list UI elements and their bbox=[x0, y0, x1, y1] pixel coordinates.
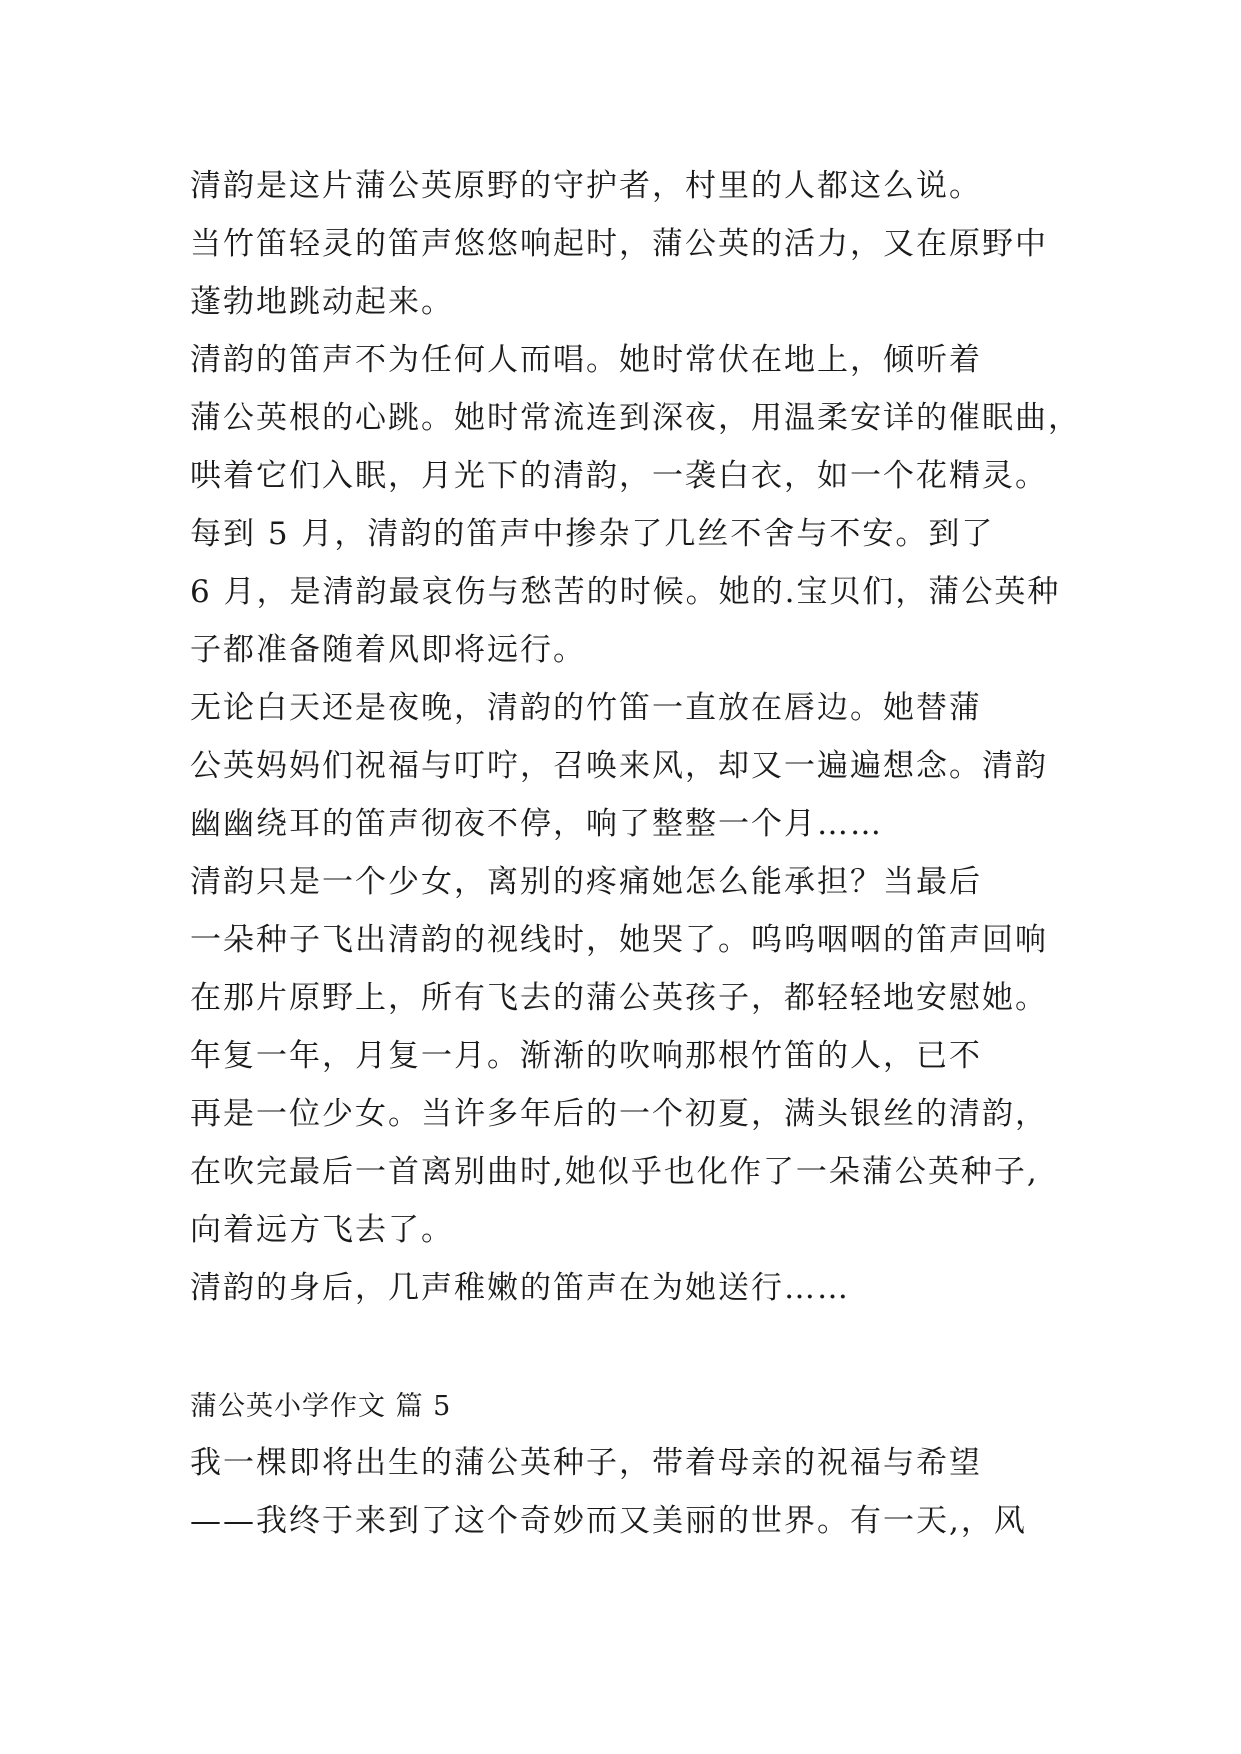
text-line: 再是一位少女。当许多年后的一个初夏，满头银丝的清韵， bbox=[190, 1096, 1048, 1132]
text-line: 公英妈妈们祝福与叮咛，召唤来风，却又一遍遍想念。清韵 bbox=[190, 748, 1048, 784]
section-title: 蒲公英小学作文 篇 5 bbox=[190, 1391, 452, 1422]
text-line: 每到 5 月，清韵的笛声中掺杂了几丝不舍与不安。到了 bbox=[190, 516, 995, 552]
text-line: 当竹笛轻灵的笛声悠悠响起时，蒲公英的活力，又在原野中 bbox=[190, 226, 1048, 262]
text-line: 哄着它们入眠，月光下的清韵，一袭白衣，如一个花精灵。 bbox=[190, 458, 1048, 494]
text-line: 向着远方飞去了。 bbox=[190, 1212, 454, 1248]
text-line: 我一棵即将出生的蒲公英种子，带着母亲的祝福与希望 bbox=[190, 1445, 982, 1481]
text-line: 无论白天还是夜晚，清韵的竹笛一直放在唇边。她替蒲 bbox=[190, 690, 982, 726]
text-line: 6 月，是清韵最哀伤与愁苦的时候。她的.宝贝们，蒲公英种 bbox=[190, 574, 1061, 610]
text-line: 蓬勃地跳动起来。 bbox=[190, 284, 454, 320]
text-line: 清韵只是一个少女，离别的疼痛她怎么能承担？当最后 bbox=[190, 864, 982, 900]
text-line: 蒲公英根的心跳。她时常流连到深夜，用温柔安详的催眠曲， bbox=[190, 400, 1081, 436]
text-line: 幽幽绕耳的笛声彻夜不停，响了整整一个月…… bbox=[190, 806, 883, 842]
text-line: 清韵是这片蒲公英原野的守护者，村里的人都这么说。 bbox=[190, 168, 982, 204]
text-line: 清韵的身后，几声稚嫩的笛声在为她送行…… bbox=[190, 1270, 850, 1306]
text-line: 在那片原野上，所有飞去的蒲公英孩子，都轻轻地安慰她。 bbox=[190, 980, 1048, 1016]
text-line: ——我终于来到了这个奇妙而又美丽的世界。有一天,，风 bbox=[190, 1503, 1027, 1539]
text-line: 一朵种子飞出清韵的视线时，她哭了。呜呜咽咽的笛声回响 bbox=[190, 922, 1048, 958]
text-line: 子都准备随着风即将远行。 bbox=[190, 632, 586, 668]
text-line: 年复一年，月复一月。渐渐的吹响那根竹笛的人，已不 bbox=[190, 1038, 982, 1074]
text-line: 清韵的笛声不为任何人而唱。她时常伏在地上，倾听着 bbox=[190, 342, 982, 378]
text-line: 在吹完最后一首离别曲时,她似乎也化作了一朵蒲公英种子, bbox=[190, 1154, 1039, 1190]
